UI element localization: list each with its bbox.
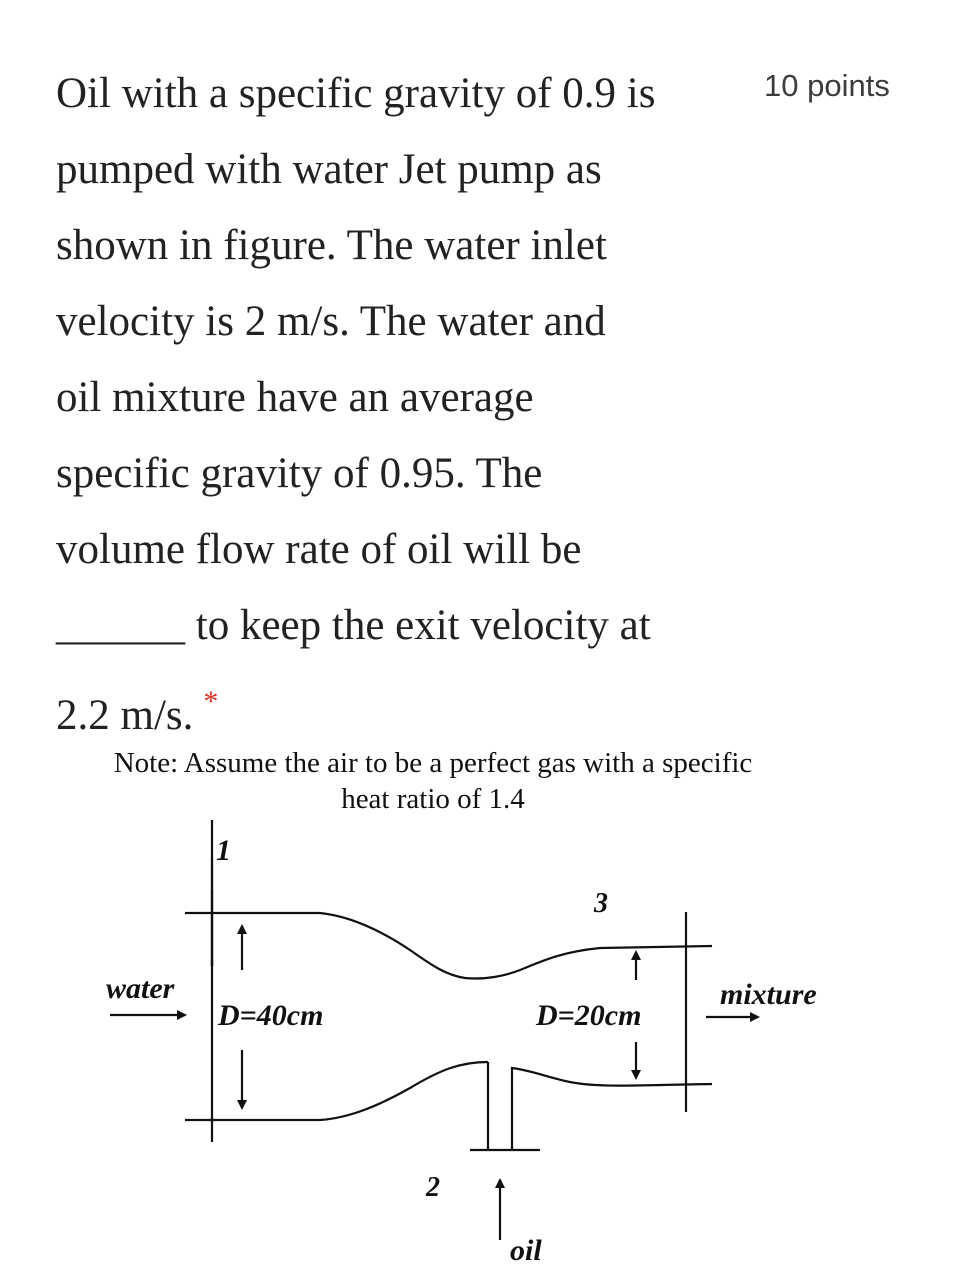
note-text	[0, 745, 866, 817]
question-line-4: velocity is 2 m/s. The water and	[56, 298, 606, 345]
section-2-label: 2	[426, 1172, 440, 1203]
note-line-2: heat ratio of 1.4	[341, 783, 525, 815]
exit-diameter-label: D=20cm	[536, 999, 642, 1032]
question-text	[56, 56, 746, 740]
question-line-5: oil mixture have an average	[56, 374, 534, 421]
points-badge: 10 points	[764, 68, 890, 103]
section-3-label: 3	[594, 888, 608, 919]
note-line-1: Note: Assume the air to be a perfect gas with a specific	[113, 747, 753, 779]
question-line-7: volume flow rate of oil will be	[56, 526, 582, 573]
question-line-9-text: 2.2 m/s.	[56, 692, 194, 739]
question-line-2: pumped with water Jet pump as	[56, 146, 602, 193]
oil-inlet-pipe-right	[512, 1068, 712, 1150]
section-1-label: 1	[216, 834, 231, 867]
water-label: water	[106, 972, 175, 1005]
question-line-8: ______ to keep the exit velocity at	[56, 602, 651, 649]
question-line-9	[56, 664, 746, 740]
question-line-6: specific gravity of 0.95. The	[56, 450, 543, 497]
pipe-upper-wall	[185, 913, 712, 979]
inlet-diameter-label: D=40cm	[218, 999, 324, 1032]
question-line-3: shown in figure. The water inlet	[56, 222, 607, 269]
required-asterisk: *	[203, 685, 219, 718]
mixture-label: mixture	[720, 978, 817, 1011]
jet-pump-diagram	[0, 820, 957, 1280]
pipe-lower-wall-left	[185, 1062, 488, 1120]
question-line-1: Oil with a specific gravity of 0.9 is	[56, 70, 656, 117]
oil-label: oil	[510, 1234, 542, 1267]
